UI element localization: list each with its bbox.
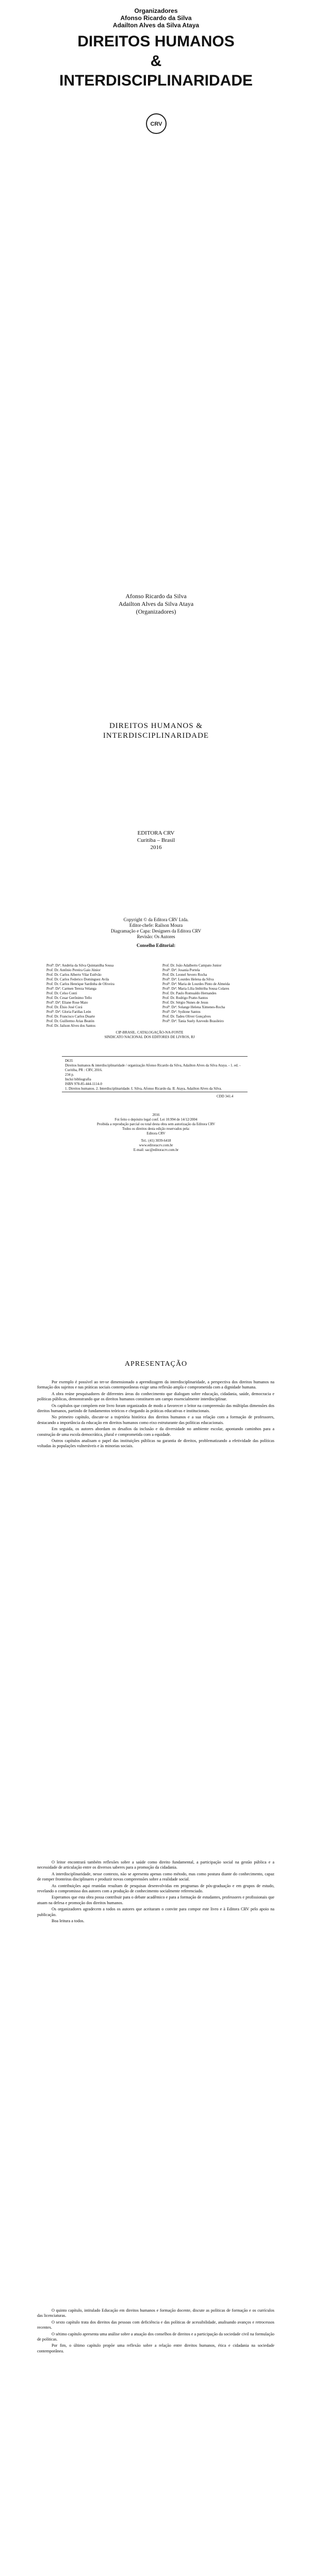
paragraph: Outros capítulos analisam o papel das instituições públicas na garantia de direitos, problematizando a efetividade das políticas voltadas às populações vulneráveis e às minorias sociais. [37,1438,274,1449]
logo-text: CRV [150,121,162,127]
cip-header-line: CIP-BRASIL. CATALOGAÇÃO-NA-FONTE [116,1030,184,1035]
board-member: Prof. Dr. Guillermo Arias Beatón [46,1019,94,1023]
presentation-page-3 [0,2277,312,2576]
paragraph: A interdisciplinaridade, nesse contexto, não se apresenta apenas como método, mas como postura diante do conhecimento, capaz de romper fronteiras disciplinares e produzir novas compreensões sobre a realidade social. [37,1871,274,1882]
board-member: Profª. Drª. Maria Lília Imbiriba Sousa Colares [162,987,229,991]
copyright-line: Editor-chefe: Railson Moura [129,923,183,928]
board-member: Prof. Dr. Rodrigo Pratte-Santos [162,996,208,1000]
cip-line: 1. Direitos humanos. 2. Interdisciplinaridade. I. Silva, Afonso Ricardo da. II. Ataya, Adailton Alves da Silva. [65,1087,222,1091]
contact-line: E-mail: sac@editoracrv.com.br [133,1148,179,1152]
board-member: Prof. Dr. Celso Conti [46,991,77,995]
paragraph: Os organizadores agradecem a todos os autores que aceitaram o convite para compor este livro e à Editora CRV pelo apoio na publicação. [37,1907,274,1917]
cover-org-line: Organizadores [134,7,178,14]
author-line: (Organizadores) [136,608,176,615]
board-member: Prof. Dr. Antônio Pereira Gaio Júnior [46,968,101,972]
board-member: Prof. Dr. João Adalberto Campato Junior [162,963,222,968]
paragraph: Boa leitura a todos. [52,1919,85,1924]
half-title-title [0,721,312,741]
author-line: Afonso Ricardo da Silva [125,592,187,600]
publisher-line: EDITORA CRV [137,830,175,836]
board-member: Profª. Drª. Solange Helena Ximenes-Rocha [162,1005,225,1009]
board-member: Prof. Dr. Carlos Henrique Sardinha de Oliveira [46,982,114,986]
paragraph: As contribuições aqui reunidas resultam de pesquisas desenvolvidas em programas de pós-graduação e em grupos de estudo, revelando o compromisso dos autores com a produção de conhecimento socialmente referenciado. [37,1883,274,1894]
paragraph: A obra reúne pesquisadores de diferentes áreas do conhecimento que dialogam sobre educação, cidadania, saúde, democracia e políticas públicas, demonstrando que os direitos humanos constituem um campo essencialmente interdisciplinar. [37,1391,274,1402]
contact-line: Tel.: (41) 3039-6418 [141,1139,171,1143]
presentation-page-1 [0,1340,312,1793]
half-title-line: DIREITOS HUMANOS & [109,722,203,730]
cip-line: Direitos humanos & interdisciplinaridade / organização Afonso Ricardo da Silva, Adailton Alves da Silva Ataya. - 1. ed. - Curitiba, PR : CRV, 2016. [65,1063,241,1072]
paragraph: Em seguida, os autores abordam os desafios da inclusão e da diversidade no ambiente escolar, apontando caminhos para a construção de uma escola democrática, plural e comprometida com a equidade. [37,1427,274,1437]
paragraph: O leitor encontrará também reflexões sobre a saúde como direito fundamental, a participação social na gestão pública e a necessidade de articulação entre os diversos saberes para a promoção da cidadania. [37,1860,274,1870]
contact-line: www.editoracrv.com.br [139,1143,173,1147]
cover-org-line: Adailton Alves da Silva Ataya [112,22,200,29]
cip-line: Inclui bibliografia [65,1077,91,1081]
cover-title-line: DIREITOS HUMANOS [77,33,235,50]
copyright-header [0,917,312,948]
copyright-page [0,896,312,1278]
half-title-publisher [0,829,312,851]
copyright-line: Diagramação e Capa: Designers da Editora CRV [110,928,202,934]
paragraph: O quinto capítulo, intitulado Educação em direitos humanos e formação docente, discute as políticas de formação e os currículos das licenciaturas. [37,2308,274,2318]
presentation-title: APRESENTAÇÃO [124,1360,188,1368]
board-member: Profª. Drª. Tania Suely Azevedo Brasileiro [162,1019,224,1023]
copyright-line: Copyright © da Editora CRV Ltda. [123,917,189,922]
presentation-text [37,1380,274,1450]
cip-record [62,1056,248,1092]
board-member: Profª. Drª. Lourdes Helena da Silva [162,977,214,981]
board-member: Prof. Dr. Tadeu Oliver Gonçalves [162,1014,211,1019]
board-member: Prof. Dr. Paulo Romualdo Hernandes [162,991,217,995]
presentation-text [37,2308,274,2355]
half-title-line: INTERDISCIPLINARIDADE [103,732,209,740]
board-member: Prof. Dr. Leonel Severo Rocha [162,973,207,977]
board-member: Prof. Dr. Élsio José Corá [46,1005,83,1009]
board-member: Profª. Drª. Eliane Rose Maio [46,1001,88,1005]
presentation-text [37,1860,274,1925]
editorial-board-list [46,963,268,1028]
cover-title [0,32,312,91]
paragraph: Por exemplo é possível ao ter-se dimensionado a aprendizagem da interdisciplinaridade, a perspectiva dos direitos humanos na formação dos sujeitos e nas práticas sociais contemporâneas exige uma reflexão ampla e comprometida com a dignidade humana. [37,1380,274,1390]
author-line: Adailton Alves da Silva Ataya [118,600,194,607]
board-member: Profª. Drª. Andréia da Silva Quintanilha Sousa [46,963,114,968]
half-title-page [0,551,312,886]
presentation-page-2 [0,1829,312,2231]
cover-org-line: Afonso Ricardo da Silva [120,14,192,22]
board-member: Prof. Dr. Cesar Gerônimo Tello [46,996,92,1000]
board-member: Profª. Drª. Sydione Santos [162,1010,201,1014]
copyright-line: Revisão: Os Autores [137,934,175,939]
rights-line: 2016 [152,1113,160,1117]
publisher-logo-icon [141,112,171,135]
paragraph: Esperamos que esta obra possa contribuir para o debate acadêmico e para a formação de estudantes, professores e profissionais que atuam na defesa e promoção dos direitos humanos. [37,1895,274,1905]
cip-line: ISBN 978-85-444-1114-0 [65,1082,103,1086]
rights-line: Foi feito o depósito legal conf. Lei 10.994 de 14/12/2004 [114,1117,198,1122]
cdd-code: CDD 341.4 [217,1094,234,1098]
cover-title-line: INTERDISCIPLINARIDADE [59,72,253,89]
publisher-contact [0,1139,312,1153]
rights-line: Todos os direitos desta edição reservados pela: [122,1127,190,1131]
rights-line: Editora CRV [146,1131,166,1136]
board-member: Prof. Dr. Jailson Alves dos Santos [46,1024,96,1028]
paragraph: Por fim, o último capítulo propõe uma reflexão sobre a relação entre direitos humanos, ética e cidadania na sociedade contemporânea. [37,2343,274,2353]
cip-line: D635 [65,1059,73,1063]
board-member: Profª. Drª. Gloria Fariñas León [46,1010,91,1014]
cover-page [0,0,312,546]
rights-block [0,1113,312,1136]
cip-header [46,1030,253,1040]
cover-organizers [0,7,312,29]
publisher-line: Curitiba – Brasil [137,837,175,843]
board-member: Prof. Dr. Sérgio Nunes de Jesus [162,1001,208,1005]
paragraph: O sexto capítulo trata dos direitos das pessoas com deficiência e das políticas de acessibilidade, analisando avanços e retrocessos recentes. [37,2319,274,2330]
cip-line: 234 p. [65,1073,74,1077]
board-member: Prof. Dr. Carlos Alberto Vilar Estêvão [46,973,102,977]
rights-line: Proibida a reprodução parcial ou total desta obra sem autorização da Editora CRV [96,1122,216,1126]
board-member: Profª. Drª. Josania Portela [162,968,200,972]
publisher-line: 2016 [150,844,162,851]
board-member: Profª. Drª. Maria de Lourdes Pinto de Almeida [162,982,230,986]
paragraph: No primeiro capítulo, discute-se a trajetória histórica dos direitos humanos e a sua relação com a formação de professores, destacando a importância da educação em direitos humanos como eixo estruturante das políticas educacionais. [37,1415,274,1425]
cover-title-line: & [150,53,162,70]
board-member: Prof. Dr. Francisco Carlos Duarte [46,1014,95,1019]
paragraph: Os capítulos que compõem este livro foram organizados de modo a favorecer o leitor na compreensão das múltiplas dimensões dos direitos humanos, partindo de fundamentos teóricos e chegando às práticas educativas e institucionais. [37,1403,274,1414]
half-title-authors [0,592,312,616]
board-member: Prof. Dr. Carlos Federico Dominguez Avila [46,977,109,981]
paragraph: O sétimo capítulo apresenta uma análise sobre a atuação dos conselhos de direitos e a participação da sociedade civil na formulação de políticas. [37,2331,274,2342]
cip-header-line: SINDICATO NACIONAL DOS EDITORES DE LIVROS, RJ [104,1035,195,1039]
board-member: Profª. Drª. Carmen Tereza Velanga [46,987,96,991]
board-title: Conselho Editorial: [136,943,176,948]
